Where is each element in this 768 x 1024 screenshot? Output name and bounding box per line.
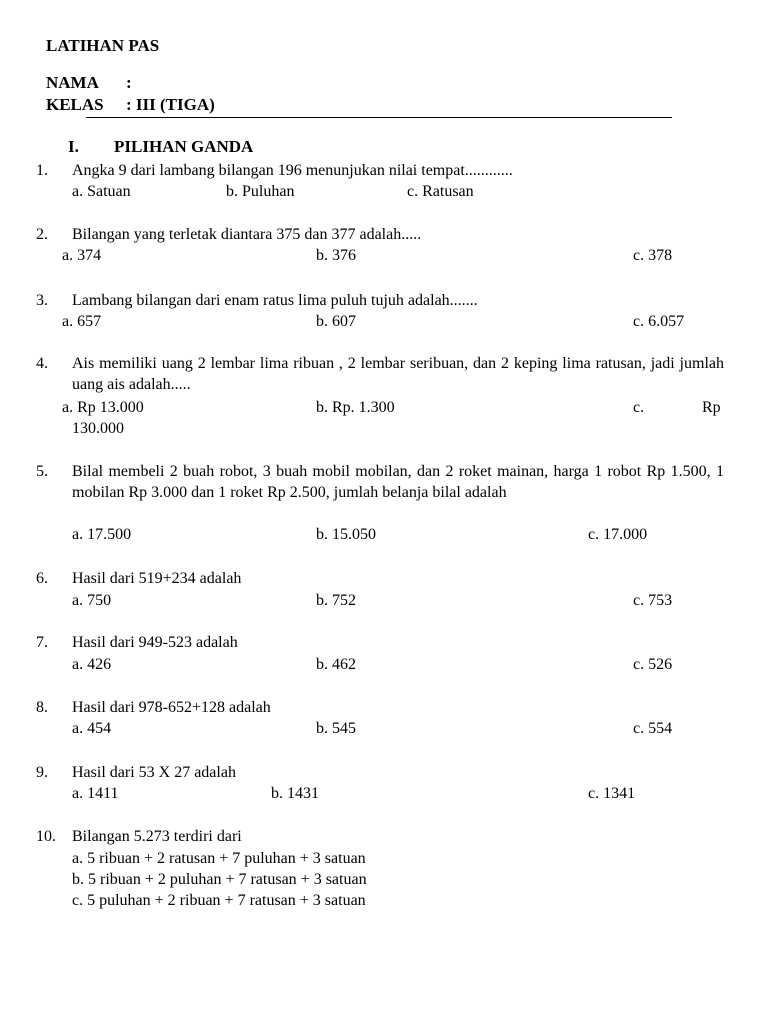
question-number: 9. [36,764,48,781]
question-text: Hasil dari 978-652+128 adalah [72,699,271,716]
option-b: b. 15.050 [316,526,376,543]
question-text: Bilangan yang terletak diantara 375 dan 377 adalah..... [72,226,422,243]
option-c: c. 17.000 [588,526,648,543]
class-value: : III (TIGA) [126,95,215,114]
option-b: b. 1431 [271,785,319,802]
option-a: a. 454 [72,720,112,737]
option-b: b. 545 [316,720,356,737]
question-text: Hasil dari 519+234 adalah [72,570,242,587]
option-c: c. 5 puluhan + 2 ribuan + 7 ratusan + 3 satuan [72,892,366,909]
class-label: KELAS [46,95,104,114]
name-value: : [126,73,132,92]
option-c: c. 753 [633,592,673,609]
question-1 [36,160,724,181]
section-number: I. [68,137,79,156]
option-a: a. 5 ribuan + 2 ratusan + 7 puluhan + 3 satuan [72,850,366,867]
option-b: b. Rp. 1.300 [316,399,395,416]
option-a: a. 374 [62,247,102,264]
question-number: 7. [36,634,48,651]
option-a: a. 17.500 [72,526,132,543]
option-a: a. Satuan [72,183,131,200]
name-label: NAMA [46,73,99,92]
option-c: c. 378 [633,247,673,264]
section-title: PILIHAN GANDA [114,137,254,156]
option-a: a. Rp 13.000 [62,399,144,416]
option-c: c. 6.057 [633,313,685,330]
option-c: c. 1341 [588,785,636,802]
question-9 [36,762,724,783]
option-c: c. 526 [633,656,673,673]
option-b: b. 5 ribuan + 2 puluhan + 7 ratusan + 3 satuan [72,871,367,888]
question-4 [36,353,724,395]
header-divider [86,117,672,118]
option-c: c. [633,399,645,416]
question-text: Bilal membeli 2 buah robot, 3 buah mobil mobilan, dan 2 roket mainan, harga 1 robot Rp 1.500, 1 mobilan Rp 3.000 dan 1 roket Rp 2.500, jumlah belanja bilal adalah [72,463,724,501]
question-6 [36,568,724,589]
question-number: 10. [36,828,56,845]
option-b: b. Puluhan [226,183,295,200]
question-7 [36,632,724,653]
option-b: b. 607 [316,313,356,330]
question-5 [36,461,724,503]
question-text: Angka 9 dari lambang bilangan 196 menunjukan nilai tempat............ [72,162,513,179]
option-b: b. 376 [316,247,356,264]
question-10 [36,826,724,847]
question-8 [36,697,724,718]
question-3 [36,290,724,311]
option-c-currency: Rp [702,399,721,416]
question-text: Lambang bilangan dari enam ratus lima puluh tujuh adalah....... [72,292,478,309]
question-number: 3. [36,292,48,309]
question-number: 4. [36,355,48,372]
option-b: b. 752 [316,592,356,609]
option-c: c. Ratusan [407,183,474,200]
question-number: 2. [36,226,48,243]
option-b: b. 462 [316,656,356,673]
option-a: a. 657 [62,313,102,330]
question-number: 8. [36,699,48,716]
question-number: 5. [36,463,48,480]
option-a: a. 426 [72,656,112,673]
name-row [46,73,132,93]
question-number: 6. [36,570,48,587]
class-row [46,95,215,115]
option-c-amount: 130.000 [72,420,124,437]
question-text: Bilangan 5.273 terdiri dari [72,828,242,845]
question-text: Ais memiliki uang 2 lembar lima ribuan , 2 lembar seribuan, dan 2 keping lima ratusan, jadi jumlah uang ais adalah..... [72,355,724,393]
option-a: a. 1411 [72,785,119,802]
page-title: LATIHAN PAS [46,36,160,55]
question-text: Hasil dari 949-523 adalah [72,634,238,651]
question-text: Hasil dari 53 X 27 adalah [72,764,236,781]
question-number: 1. [36,162,48,179]
option-a: a. 750 [72,592,112,609]
question-2 [36,224,724,245]
option-c: c. 554 [633,720,673,737]
